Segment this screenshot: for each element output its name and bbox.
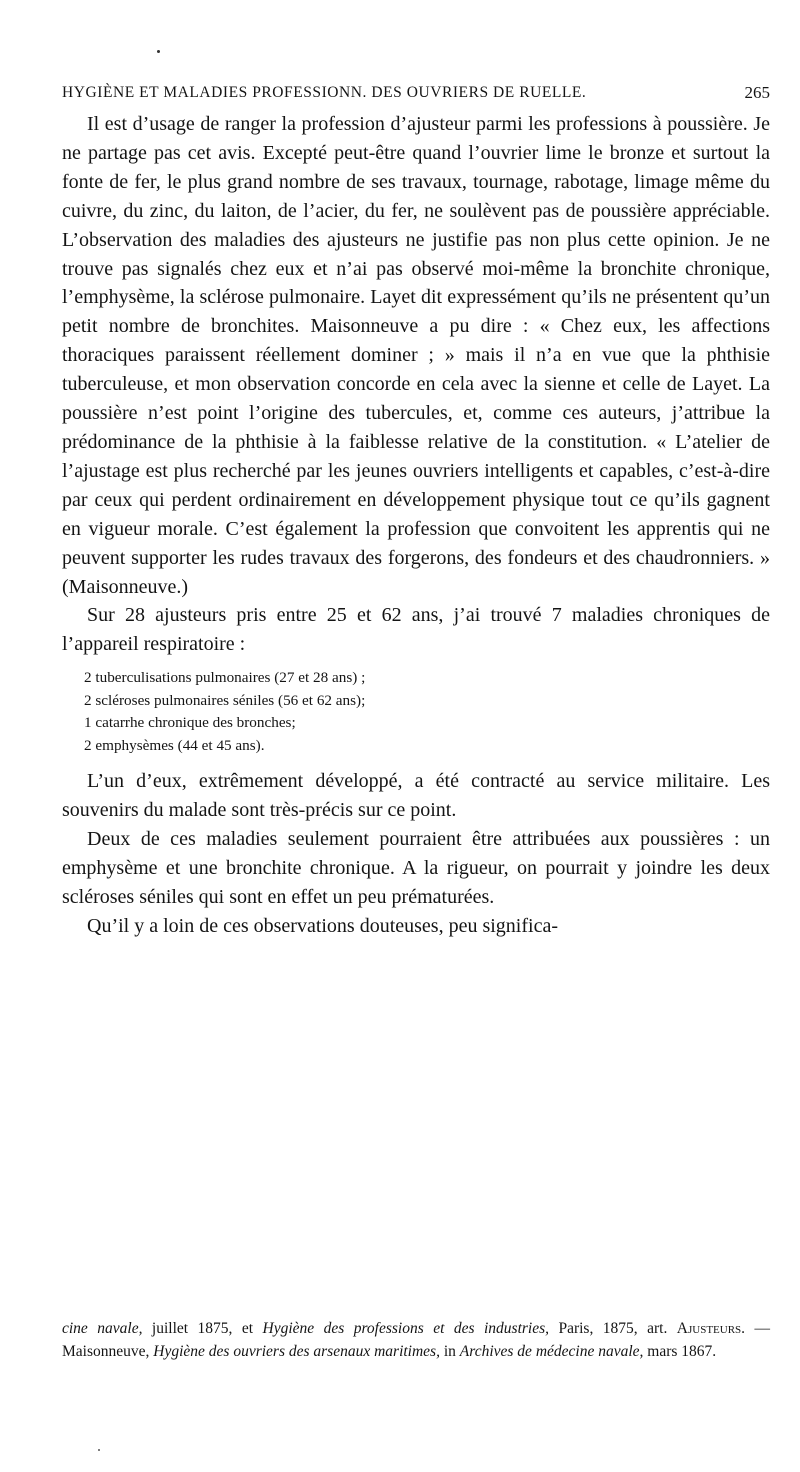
- paragraph-statistics: Sur 28 ajusteurs pris entre 25 et 62 ans, j’ai trouvé 7 maladies chroniques de l’appareil respiratoire :: [62, 604, 770, 656]
- paragraph-dust-attribution: Deux de ces maladies seulement pourraient être attribuées aux poussières : un emphysème et une bronchite chronique. A la rigueur, on pourrait y joindre les deux scléroses séniles qui sont en effet un peu prématurées.: [62, 828, 770, 908]
- list-item: 2 tuberculisations pulmonaires (27 et 28 ans) ;: [84, 669, 366, 687]
- paragraph-conclusion: Qu’il y a loin de ces observations douteuses, peu significa-: [87, 914, 558, 937]
- running-title: HYGIÈNE ET MALADIES PROFESSIONN. DES OUVRIERS DE RUELLE.: [62, 84, 587, 101]
- footnote-text: in: [439, 1342, 460, 1360]
- footnote-text: juillet 1875, et: [142, 1320, 263, 1337]
- footnote-article: Ajusteurs: [676, 1320, 742, 1337]
- list-item: 2 emphysèmes (44 et 45 ans).: [84, 736, 265, 754]
- footnote-book-title: Hygiène des professions et des industries,: [262, 1320, 549, 1337]
- footnote-journal: cine navale,: [62, 1320, 143, 1337]
- footnote-journal: Archives de médecine navale,: [459, 1342, 644, 1360]
- page-header: [62, 84, 770, 108]
- paragraph-military-service: L’un d’eux, extrêmement développé, a été contracté au service militaire. Les souvenirs du malade sont très-précis sur ce point.: [62, 770, 770, 822]
- ink-speck: [98, 1449, 100, 1451]
- body-text: [62, 110, 770, 941]
- footnote-text: Paris, 1875, art.: [549, 1320, 677, 1337]
- footnote: [62, 1318, 770, 1363]
- ink-speck: [157, 50, 160, 53]
- page-number: 265: [744, 83, 770, 102]
- list-item: 2 scléroses pulmonaires séniles (56 et 62 ans);: [84, 691, 366, 709]
- list-item: 1 catarrhe chronique des bronches;: [84, 714, 296, 732]
- footnote-text: mars 1867.: [643, 1342, 717, 1360]
- illness-list: [62, 667, 770, 757]
- footnote-text: . — Maisonneuve,: [62, 1320, 770, 1360]
- paragraph-ajusteurs: Il est d’usage de ranger la profession d’ajusteur parmi les professions à poussière. Je ne partage pas cet avis. Excepté peut-être quand l’ouvrier lime le bronze et surtout la fonte de fer, le plus grand nombre de ses travaux, tournage, rabotage, limage même du cuivre, du zinc, du laiton, de l’acier, du fer, ne soulèvent pas de poussière appréciable. L’observation des maladies des ajusteurs ne justifie pas non plus cette opinion. Je ne trouve pas signalés chez eux et n’ai pas observé moi-même la bronchite chronique, l’emphysème, la sclérose pulmonaire. Layet dit expressément qu’ils ne présentent qu’un petit nombre de bronchites. Maisonneuve a pu dire : « Chez eux, les affections thoraciques paraissent réellement dominer ; » mais il n’a en vue que la phthisie tuberculeuse, et mon observation concorde en cela avec la sienne et celle de Layet. La poussière n’est point l’origine des tubercules, et, comme ces auteurs, j’attribue la prédominance de la phthisie à la faiblesse relative de la constitution. « L’atelier de l’ajustage est plus recherché par les jeunes ouvriers intelligents et capables, c’est-à-dire par ceux qui perdent ordinairement en développement physique tout ce qu’ils gagnent en vigueur morale. C’est également la profession que convoitent les apprentis qui ne peuvent supporter les rudes travaux des forgerons, des fondeurs et des chaudronniers. » (Maisonneuve.): [62, 113, 770, 598]
- footnote-book-title: Hygiène des ouvriers des arsenaux maritimes,: [153, 1342, 440, 1360]
